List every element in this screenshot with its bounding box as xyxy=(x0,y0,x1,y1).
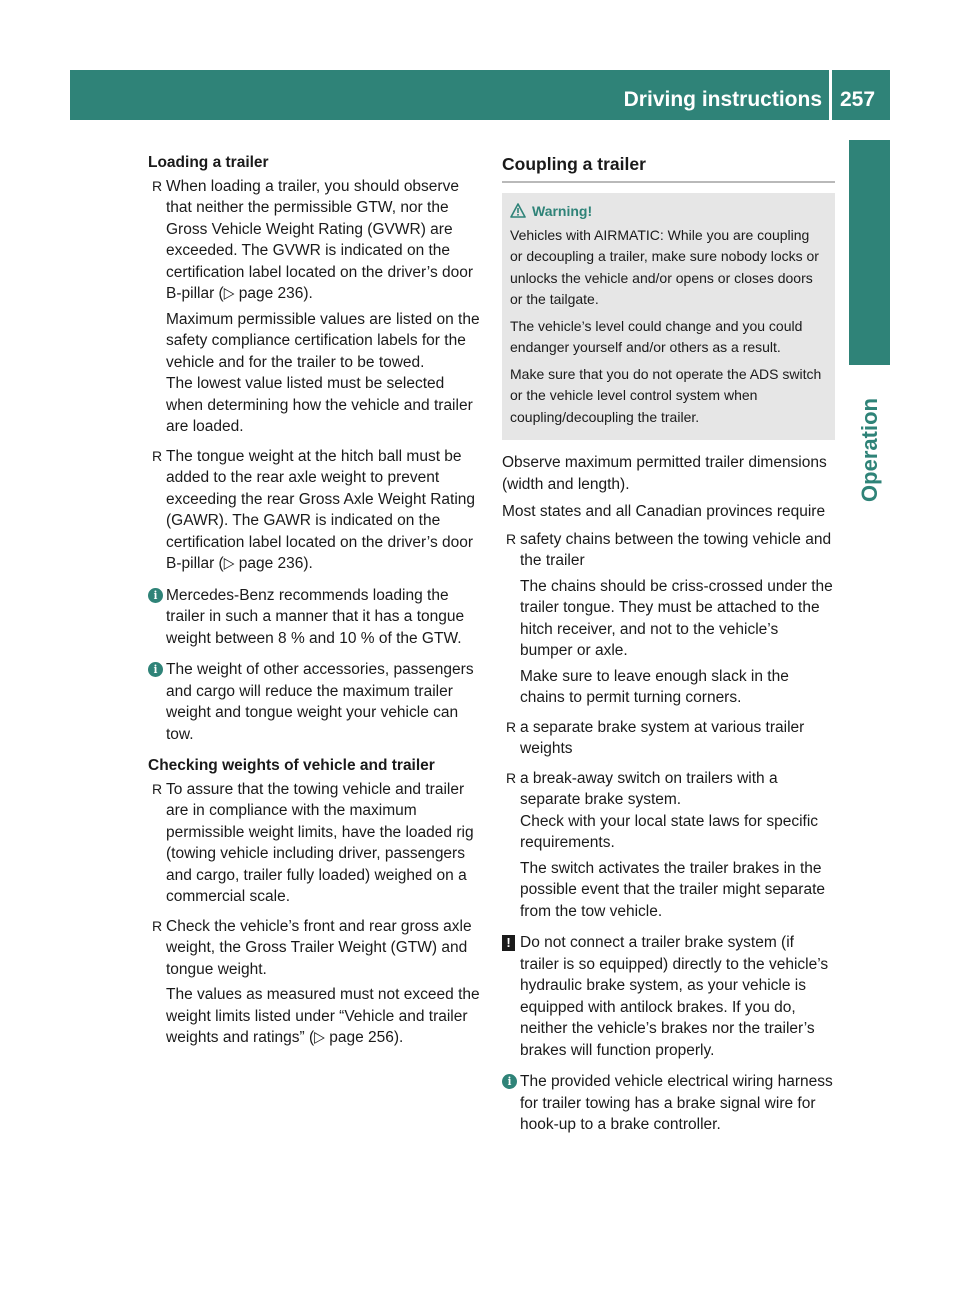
caution-text: Do not connect a trailer brake system (if trailer is so equipped) directly to the vehicle’s hydraulic brake system, as your vehicle is equipped with antilock brakes. If you do, neither the vehicle’s brakes nor the trailer’s brakes will function properly. xyxy=(520,934,829,1059)
bullet-text: The values as measured must not exceed the weight limits listed under “Vehicle and trailer weights and ratings” (▷ page 256). xyxy=(166,986,480,1046)
warning-text: Vehicles with AIRMATIC: While you are coupling or decoupling a trailer, make sure nobody locks or unlocks the vehicle and/or opens or closes doors or the tailgate. xyxy=(510,226,819,307)
list-item xyxy=(148,176,483,438)
note-text: The provided vehicle electrical wiring harness for trailer towing has a brake signal wire for hook-up to a brake controller. xyxy=(520,1073,833,1133)
running-header-title: Driving instructions xyxy=(623,88,822,111)
warning-text: Make sure that you do not operate the ADS switch or the vehicle level control system when coupling/decoupling the trailer. xyxy=(510,365,822,425)
info-icon: i xyxy=(148,662,163,677)
bullet-text: safety chains between the towing vehicle and the trailer xyxy=(520,530,832,569)
side-thumb-block xyxy=(849,140,890,365)
loading-heading: Loading a trailer xyxy=(148,154,269,171)
bullet-mark: R xyxy=(152,447,163,464)
bullet-text: Check the vehicle’s front and rear gross axle weight, the Gross Trailer Weight (GTW) and tongue weight. xyxy=(166,917,472,978)
bullet-mark: R xyxy=(152,917,163,934)
info-note xyxy=(502,1071,835,1136)
bullet-text: To assure that the towing vehicle and trailer are in compliance with the maximum permissible weight limits, have the loaded rig (towing vehicle including driver, passengers and cargo, trailer fully loaded) weighed on a commercial scale. xyxy=(166,780,474,905)
info-icon: i xyxy=(148,588,163,603)
warning-triangle-icon xyxy=(510,203,526,218)
note-text: Mercedes-Benz recommends loading the trailer in such a manner that it has a tongue weight between 8 % and 10 % of the GTW. xyxy=(166,586,465,647)
info-icon: i xyxy=(502,1074,517,1089)
bullet-text: The switch activates the trailer brakes in the possible event that the trailer might separate from the tow vehicle. xyxy=(520,859,826,920)
warning-heading xyxy=(510,201,825,223)
bullet-text: a separate brake system at various trailer weights xyxy=(520,718,805,757)
side-tab-label: Operation xyxy=(857,398,882,502)
side-section-tab xyxy=(849,365,890,535)
bullet-text: The tongue weight at the hitch ball must be added to the rear axle weight to prevent exceeding the rear Gross Axle Weight Rating (GAWR). The GAWR is indicated on the certification label located on the driver’s door B-pillar (▷ page 236). xyxy=(166,447,476,572)
warning-text: The vehicle’s level could change and you could endanger yourself and/or others as a result. xyxy=(510,317,803,355)
list-item xyxy=(502,529,835,709)
section-title: Coupling a trailer xyxy=(502,152,835,183)
info-note xyxy=(148,585,483,650)
intro-text: Observe maximum permitted trailer dimensions (width and length). xyxy=(502,454,827,493)
list-item xyxy=(502,768,835,923)
bullet-mark: R xyxy=(506,530,517,547)
list-item xyxy=(148,446,483,575)
bullet-mark: R xyxy=(152,177,163,194)
bullet-mark: R xyxy=(152,780,163,797)
bullet-mark: R xyxy=(506,769,517,786)
bullet-text: When loading a trailer, you should observe that neither the permissible GTW, nor the Gross Vehicle Weight Rating (GVWR) are exceeded. The GVWR is indicated on the certification label located on the driver’s door B-pillar (▷ page 236). xyxy=(166,177,474,302)
list-item xyxy=(148,779,483,908)
page-number: 257 xyxy=(840,88,876,111)
right-column xyxy=(502,152,835,1146)
bullet-text: Maximum permissible values are listed on the safety compliance certification labels for the vehicle and for the trailer to be towed. xyxy=(166,310,480,371)
warning-title: Warning! xyxy=(532,203,593,219)
note-text: The weight of other accessories, passengers and cargo will reduce the maximum trailer weight and tongue weight your vehicle can tow. xyxy=(166,661,474,743)
exclamation-icon: ! xyxy=(502,935,515,951)
intro-text: Most states and all Canadian provinces require xyxy=(502,503,826,520)
list-item xyxy=(148,916,483,1049)
caution-note xyxy=(502,932,835,1061)
bullet-text: a break-away switch on trailers with a separate brake system. Check with your local state laws for specific requirements. xyxy=(520,769,819,851)
bullet-text: The chains should be criss-crossed under the trailer tongue. They must be attached to the hitch receiver, and not to the vehicle’s bumper or axle. xyxy=(520,577,833,659)
left-column xyxy=(148,152,483,1057)
bullet-text: The lowest value listed must be selected when determining how the vehicle and trailer are loaded. xyxy=(166,375,473,435)
checking-heading: Checking weights of vehicle and trailer xyxy=(148,757,435,774)
list-item xyxy=(502,717,835,760)
warning-box xyxy=(502,193,835,440)
bullet-text: Make sure to leave enough slack in the chains to permit turning corners. xyxy=(520,667,789,706)
info-note xyxy=(148,659,483,745)
header-divider xyxy=(829,70,832,120)
bullet-mark: R xyxy=(506,718,517,735)
